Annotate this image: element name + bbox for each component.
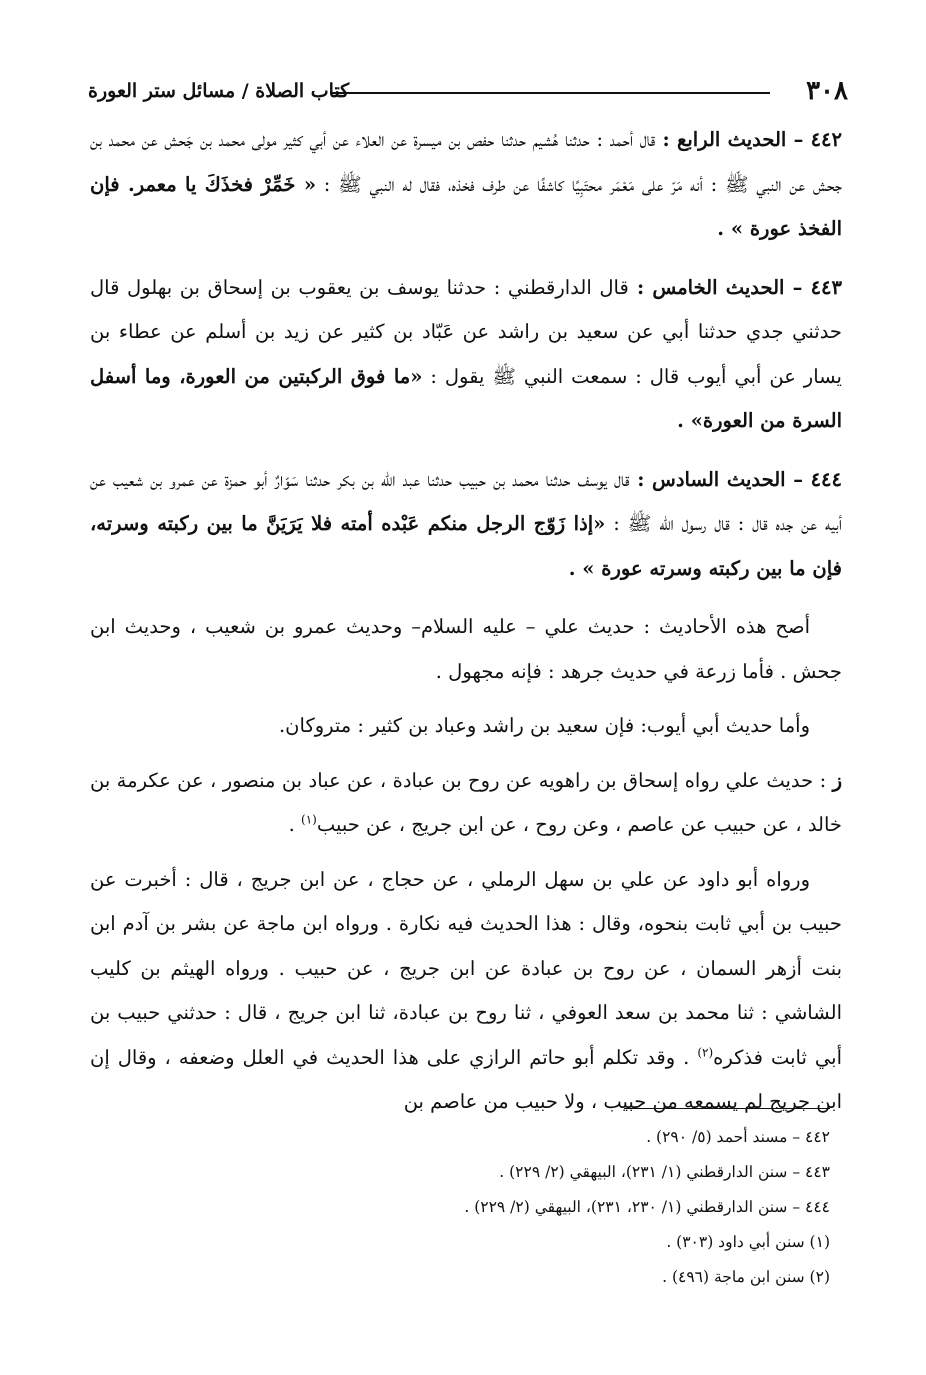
z-marker: ز — [832, 768, 842, 792]
abudawud-text-2: . وقد تكلم أبو حاتم الرازي على هذا الحديث في العلل وضعفه ، وقال إن ابن جريج لم يسمعه من حبيب ، ولا حبيب من عاصم بن — [90, 1045, 842, 1113]
footnote-444: ٤٤٤ – سنن الدارقطني (١/ ٢٣٠، ٢٣١)، البيهقي (٢/ ٢٢٩) . — [464, 1198, 830, 1216]
main-text — [90, 118, 842, 1125]
hadith-442-quote: « خَمِّرْ فخذَكَ يا معمر. فإن الفخذ عورة » . — [90, 172, 842, 240]
footnote-ref-1[interactable]: (١) — [301, 812, 317, 827]
footnotes — [90, 1120, 830, 1295]
footnote-2: (٢) سنن ابن ماجة (٤٩٦) . — [662, 1268, 830, 1286]
hadith-443-lead: ٤٤٣ – الحديث الخامس : — [628, 275, 842, 299]
header-rule — [330, 92, 770, 94]
hadith-443 — [90, 266, 842, 444]
hadith-444 — [90, 458, 842, 592]
verdict-abu-ayyub: وأما حديث أبي أيوب: فإن سعيد بن راشد وعباد بن كثير : متروكان. — [278, 714, 810, 737]
running-title: كتاب الصلاة / مسائل ستر العورة — [88, 80, 350, 102]
footnote-442: ٤٤٢ – مسند أحمد (٥/ ٢٩٠) . — [646, 1128, 830, 1146]
z-text: : حديث علي رواه إسحاق بن راهويه عن روح بن عبادة ، عن عباد بن منصور ، عن عكرمة بن خالد ، عن حبيب عن عاصم ، وعن روح ، عن ابن جريج ، عن حبيب — [90, 768, 842, 836]
footnote-ref-2[interactable]: (٢) — [697, 1045, 714, 1059]
hadith-443-quote: «ما فوق الركبتين من العورة، وما أسفل السرة من العورة» . — [90, 364, 842, 432]
z-end: . — [288, 813, 302, 836]
verdict-paragraph: أصح هذه الأحاديث : حديث علي – عليه السلام– وحديث عمرو بن شعيب ، وحديث ابن جحش . فأما زرعة في حديث جرهد : فإنه مجهول . — [90, 615, 842, 683]
hadith-443-text: قال الدارقطني : حدثنا يوسف بن يعقوب بن إسحاق بن بهلول قال حدثني جدي حدثنا أبي عن سعيد بن راشد عن عَبّاد بن كثير عن زيد بن أسلم عن عطاء بن يسار عن أبي أيوب قال : سمعت النبي ﷺ يقول : — [90, 275, 842, 388]
hadith-444-quote: «إذا زَوّج الرجل منكم عَبْده أمته فلا يَرَيَنَّ ما بين ركبته وسرته، فإن ما بين ركبته وسرته عورة » . — [90, 512, 842, 580]
footnote-rule — [624, 1108, 830, 1109]
hadith-442-lead: ٤٤٢ – الحديث الرابع : — [655, 128, 842, 151]
footnote-1: (١) سنن أبي داود (٣٠٣) . — [666, 1233, 830, 1251]
hadith-442 — [90, 118, 842, 252]
footnote-443: ٤٤٣ – سنن الدارقطني (١/ ٢٣١)، البيهقي (٢/ ٢٢٩) . — [499, 1163, 830, 1181]
page-number: ٣٠٨ — [806, 76, 848, 106]
page-header — [88, 74, 848, 114]
hadith-444-text: قال يوسف حدثنا محمد بن حبيب حدثنا عبد الله بن بكر حدثنا سَوّارٌ أبو حمزة عن عمرو بن شعيب عن أبيه عن جده قال : قال رسول الله ﷺ : — [90, 467, 842, 535]
hadith-442-text: قال أحمد : حدثنا هُشيم حدثنا حفص بن ميسرة عن العلاء عن أبي كثير مولى محمد بن جَحش عن محمد بن جحش عن النبي ﷺ : أنه مَرّ على مَعْمَر محتَبِيًا كاشفًا عن طرف فخذه، فقال له النبي ﷺ : — [90, 128, 842, 196]
abudawud-text-1: ورواه أبو داود عن علي بن سهل الرملي ، عن حجاج ، عن ابن جريج ، قال : أخبرت عن حبيب بن أبي ثابت بنحوه، وقال : هذا الحديث فيه نكارة . ورواه ابن ماجة عن بشر بن آدم ابن بنت أزهر السمان ، عن روح بن عبادة عن ابن جريج ، عن حبيب . ورواه الهيثم بن كليب الشاشي : ثنا محمد بن سعد العوفي ، ثنا روح بن عبادة، ثنا ابن جريج ، قال : حدثني حبيب بن أبي ثابت فذكره — [90, 867, 842, 1069]
abudawud-paragraph — [90, 858, 842, 1125]
hadith-444-lead: ٤٤٤ – الحديث السادس : — [629, 467, 842, 491]
z-paragraph — [90, 759, 842, 848]
